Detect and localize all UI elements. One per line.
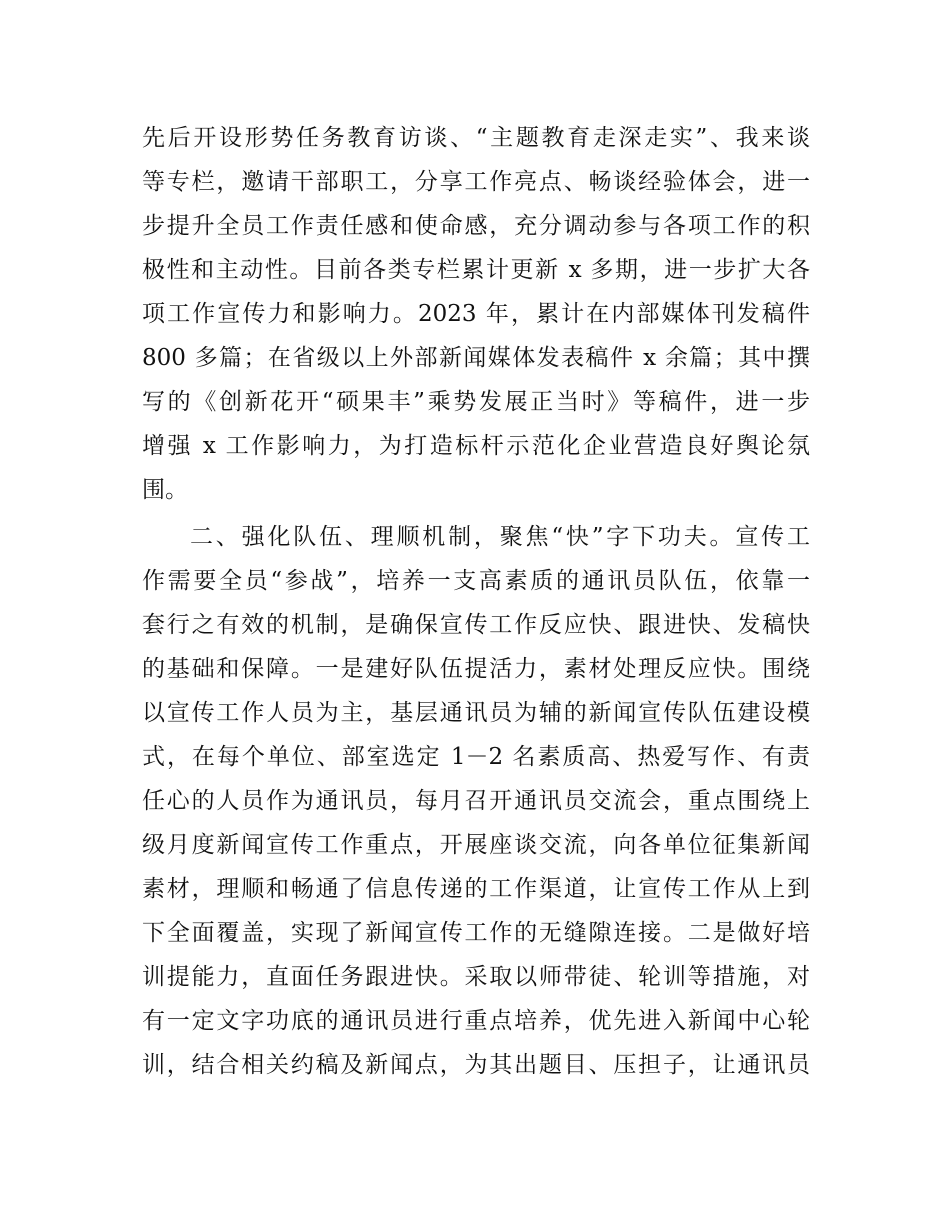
paragraph-1-line-6: 800 多篇；在省级以上外部新闻媒体发表稿件 x 余篇；其中撰 [142,345,810,371]
paragraph-2-line-9: 素材，理顺和畅通了信息传递的工作渠道，让宣传工作从上到 [142,876,810,902]
paragraph-2-line-7: 任心的人员作为通讯员，每月召开通讯员交流会，重点围绕上 [142,788,810,814]
paragraph-2-line-4: 的基础和保障。一是建好队伍提活力，素材处理反应快。围绕 [142,656,810,682]
paragraph-2-line-13: 训，结合相关约稿及新闻点，为其出题目、压担子，让通讯员 [142,1052,810,1078]
paragraph-1-line-2: 等专栏，邀请干部职工，分享工作亮点、畅谈经验体会，进一 [142,169,810,195]
paragraph-2-line-8: 级月度新闻宣传工作重点，开展座谈交流，向各单位征集新闻 [142,832,810,858]
paragraph-2-line-10: 下全面覆盖，实现了新闻宣传工作的无缝隙连接。二是做好培 [142,920,810,946]
paragraph-2-line-5: 以宣传工作人员为主，基层通讯员为辅的新闻宣传队伍建设模 [142,700,810,726]
paragraph-2-line-3: 套行之有效的机制，是确保宣传工作反应快、跟进快、发稿快 [142,612,810,638]
paragraph-2-heading-line: 二、强化队伍、理顺机制，聚焦“快”字下功夫。宣传工 [190,524,810,550]
paragraph-1-line-9: 围。 [142,477,188,503]
paragraph-1-line-7: 写的《创新花开“硕果丰”乘势发展正当时》等稿件，进一步 [142,389,810,415]
paragraph-2-line-12: 有一定文字功底的通讯员进行重点培养，优先进入新闻中心轮 [142,1008,810,1034]
paragraph-2-line-11: 训提能力，直面任务跟进快。采取以师带徒、轮训等措施，对 [142,964,810,990]
paragraph-2-line-2: 作需要全员“参战”，培养一支高素质的通讯员队伍，依靠一 [142,568,810,594]
paragraph-1-line-1: 先后开设形势任务教育访谈、“主题教育走深走实”、我来谈 [142,125,810,151]
paragraph-1-line-3: 步提升全员工作责任感和使命感，充分调动参与各项工作的积 [142,213,810,239]
paragraph-1-line-5: 项工作宣传力和影响力。2023 年，累计在内部媒体刊发稿件 [142,301,810,327]
paragraph-2-line-6: 式，在每个单位、部室选定 1－2 名素质高、热爱写作、有责 [142,744,810,770]
paragraph-1-line-4: 极性和主动性。目前各类专栏累计更新 x 多期，进一步扩大各 [142,257,810,283]
paragraph-1-line-8: 增强 x 工作影响力，为打造标杆示范化企业营造良好舆论氛 [142,433,810,459]
